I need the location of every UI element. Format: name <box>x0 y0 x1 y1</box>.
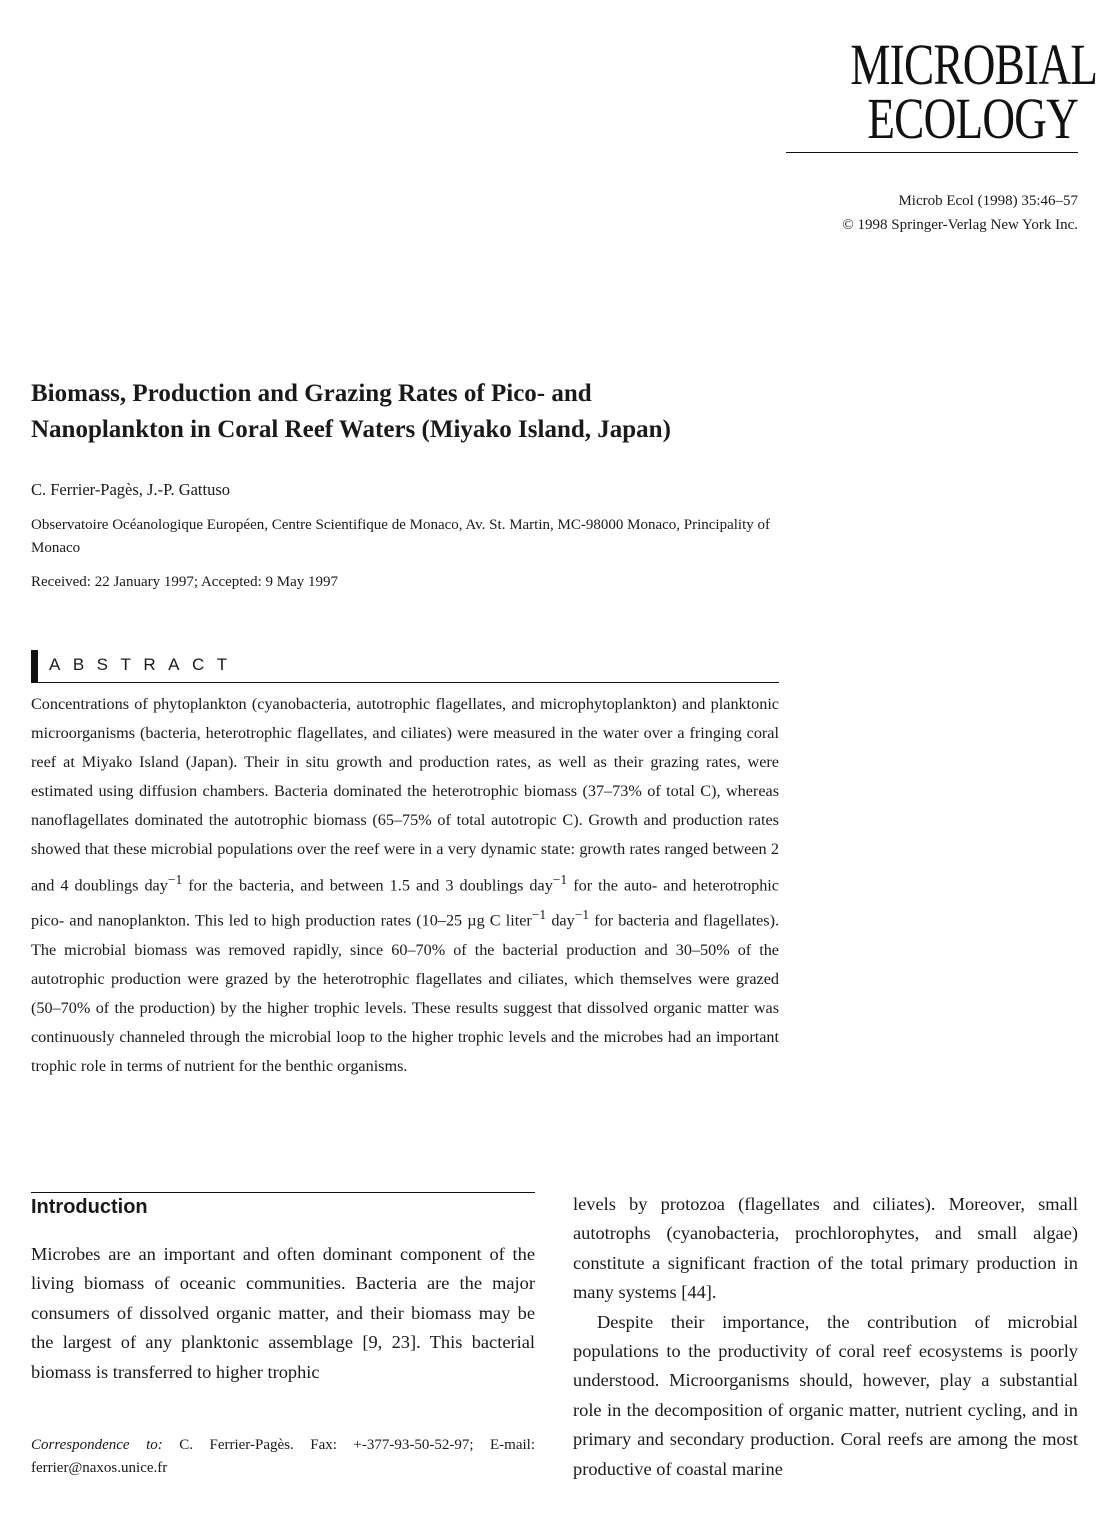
copyright-notice: © 1998 Springer-Verlag New York Inc. <box>842 217 1078 233</box>
title-line2: Nanoplankton in Coral Reef Waters (Miyako Island, Japan) <box>31 416 671 443</box>
abstract-body <box>31 690 779 1081</box>
superscript: −1 <box>552 871 568 887</box>
article-title <box>31 376 791 448</box>
author-list: C. Ferrier-Pagès, J.-P. Gattuso <box>31 480 231 499</box>
abstract-text-part: for the auto- and heterotrophic pico- and nanoplankton. This led to high production rates (10–25 µg C liter <box>31 875 779 930</box>
abstract-text-part: day <box>546 911 575 930</box>
abstract-text-part: for bacteria and flagellates). The microbial biomass was removed rapidly, since 60–70% of the bacterial production and 30–50% of the autotrophic production were grazed by the heterotrophic flagellates and ciliates, which themselves were grazed (50–70% of the production) by the higher trophic levels. These results suggest that dissolved organic matter was continuously channeled through the microbial loop to the higher trophic levels and the microbes had an important trophic role in terms of nutrient for the benthic organisms. <box>31 911 780 1075</box>
abstract-marker-bar <box>31 650 38 683</box>
journal-name-line1: MICROBIAL <box>850 32 1098 97</box>
superscript: −1 <box>574 907 590 923</box>
section-heading-introduction: Introduction <box>31 1192 535 1221</box>
abstract-text-part: Concentrations of phytoplankton (cyanobacteria, autotrophic flagellates, and microphytoplankton) and planktonic microorganisms (bacteria, heterotrophic flagellates, and ciliates) were measured in the water over a fringing coral reef at Miyako Island (Japan). Their in situ growth and production rates, as well as their grazing rates, were estimated using diffusion chambers. Bacteria dominated the heterotrophic biomass (37–73% of total C), whereas nanoflagellates dominated the autotrophic biomass (65–75% of total autotropic C). Growth and production rates showed that these microbial populations over the reef were in a very dynamic state: growth rates ranged between 2 and 4 doublings day <box>31 695 779 894</box>
introduction-paragraph-1: Microbes are an important and often dominant component of the living biomass of oceanic communities. Bacteria are the major consumers of dissolved organic matter, and their biomass may be the largest of any planktonic assemblage [9, 23]. This bacterial biomass is transferred to higher trophic <box>31 1244 535 1382</box>
footnote-text: C. Ferrier-Pagès. Fax: +-377-93-50-52-97; E-mail: ferrier@naxos.unice.fr <box>31 1437 535 1476</box>
title-line1: Biomass, Production and Grazing Rates of Pico- and <box>31 380 592 407</box>
introduction-paragraph-1-continued: levels by protozoa (flagellates and ciliates). Moreover, small autotrophs (cyanobacteria, prochlorophytes, and small algae) constitute a significant fraction of the total primary production in many systems [44]. <box>573 1194 1078 1303</box>
superscript: −1 <box>531 907 547 923</box>
correspondence-footnote <box>31 1434 535 1480</box>
received-dates: Received: 22 January 1997; Accepted: 9 May 1997 <box>31 574 339 590</box>
journal-citation: Microb Ecol (1998) 35:46–57 <box>898 193 1078 209</box>
abstract-header <box>31 650 779 683</box>
introduction-paragraph-2: Despite their importance, the contribution of microbial populations to the productivity of coral reef ecosystems is poorly understood. Microorganisms should, however, play a substantial role in the decomposition of organic matter, nutrient cycling, and in primary and secondary production. Coral reefs are among the most productive of coastal marine <box>573 1311 1078 1479</box>
author-affiliation: Observatoire Océanologique Européen, Centre Scientifique de Monaco, Av. St. Martin, MC-98000 Monaco, Principality of Monaco <box>31 517 770 556</box>
journal-masthead <box>786 32 1098 153</box>
footnote-label: Correspondence to: <box>31 1437 163 1453</box>
abstract-heading: ABSTRACT <box>49 655 240 674</box>
masthead-rule <box>786 152 1078 153</box>
citation-block <box>842 189 1078 237</box>
journal-name-line2: ECOLOGY <box>867 86 1078 151</box>
right-column <box>573 1190 1078 1484</box>
abstract-text-part: for the bacteria, and between 1.5 and 3 doublings day <box>182 875 553 894</box>
superscript: −1 <box>167 871 183 887</box>
